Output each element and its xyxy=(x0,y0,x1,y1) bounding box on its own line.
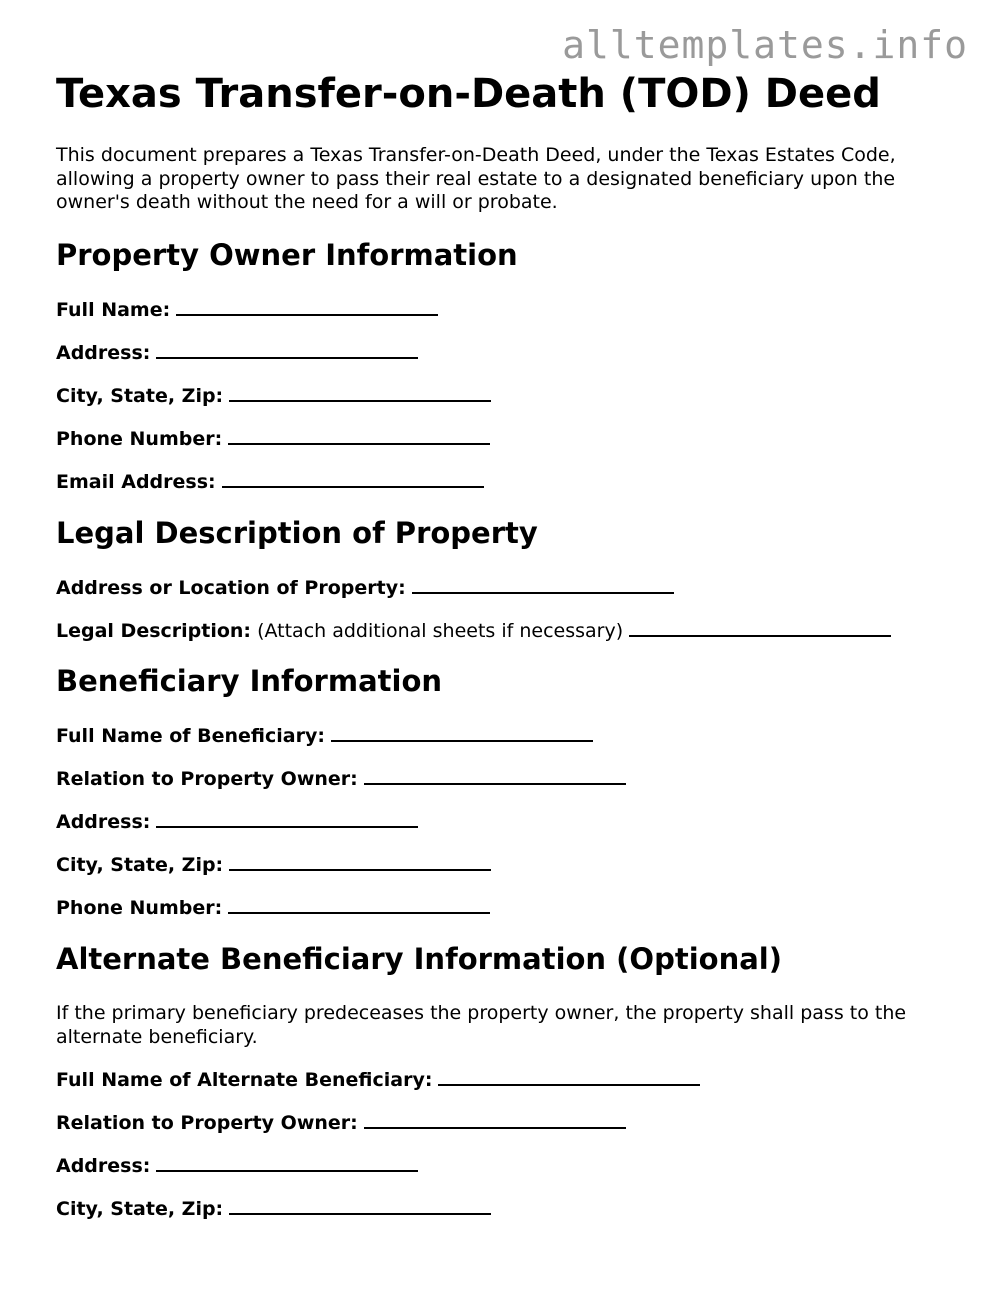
beneficiary-phone-blank[interactable] xyxy=(228,896,490,914)
alternate-city-state-zip-field xyxy=(56,1197,491,1221)
beneficiary-address-label: Address: xyxy=(56,811,151,833)
owner-full-name-label: Full Name: xyxy=(56,299,171,321)
beneficiary-full-name-blank[interactable] xyxy=(331,724,593,742)
owner-city-state-zip-field xyxy=(56,384,491,408)
owner-section-heading: Property Owner Information xyxy=(56,238,518,272)
owner-email-label: Email Address: xyxy=(56,471,216,493)
alternate-city-state-zip-blank[interactable] xyxy=(229,1197,491,1215)
owner-city-state-zip-label: City, State, Zip: xyxy=(56,385,224,407)
alternate-relation-field xyxy=(56,1111,626,1135)
beneficiary-relation-label: Relation to Property Owner: xyxy=(56,768,358,790)
legal-description-blank[interactable] xyxy=(629,619,891,637)
owner-phone-label: Phone Number: xyxy=(56,428,223,450)
beneficiary-full-name-label: Full Name of Beneficiary: xyxy=(56,725,325,747)
intro-paragraph: This document prepares a Texas Transfer-on-Death Deed, under the Texas Estates Code, allowing a property owner to pass their real estate to a designated beneficiary upon the owner's death without the need for a will or probate. xyxy=(56,144,896,213)
owner-email-blank[interactable] xyxy=(222,470,484,488)
legal-description-label: Legal Description: xyxy=(56,620,252,642)
beneficiary-city-state-zip-blank[interactable] xyxy=(229,853,491,871)
beneficiary-address-blank[interactable] xyxy=(156,810,418,828)
property-location-field xyxy=(56,576,674,600)
alternate-section-heading: Alternate Beneficiary Information (Optional) xyxy=(56,942,782,976)
watermark: alltemplates.info xyxy=(562,23,968,67)
alternate-full-name-field xyxy=(56,1068,700,1092)
owner-address-blank[interactable] xyxy=(156,341,418,359)
owner-full-name-field xyxy=(56,298,438,322)
alternate-full-name-blank[interactable] xyxy=(438,1068,700,1086)
beneficiary-address-field xyxy=(56,810,418,834)
beneficiary-phone-field xyxy=(56,896,490,920)
owner-phone-field xyxy=(56,427,490,451)
alternate-address-label: Address: xyxy=(56,1155,151,1177)
page-title: Texas Transfer-on-Death (TOD) Deed xyxy=(56,71,881,117)
beneficiary-relation-blank[interactable] xyxy=(364,767,626,785)
owner-city-state-zip-blank[interactable] xyxy=(229,384,491,402)
beneficiary-relation-field xyxy=(56,767,626,791)
legal-description-note: (Attach additional sheets if necessary) xyxy=(257,620,624,642)
alternate-full-name-label: Full Name of Alternate Beneficiary: xyxy=(56,1069,433,1091)
beneficiary-phone-label: Phone Number: xyxy=(56,897,223,919)
property-section-heading: Legal Description of Property xyxy=(56,516,538,550)
owner-email-field xyxy=(56,470,484,494)
alternate-address-field xyxy=(56,1154,418,1178)
alternate-relation-label: Relation to Property Owner: xyxy=(56,1112,358,1134)
property-location-label: Address or Location of Property: xyxy=(56,577,406,599)
owner-phone-blank[interactable] xyxy=(228,427,490,445)
alternate-relation-blank[interactable] xyxy=(364,1111,626,1129)
owner-address-label: Address: xyxy=(56,342,151,364)
beneficiary-full-name-field xyxy=(56,724,593,748)
owner-address-field xyxy=(56,341,418,365)
legal-description-field xyxy=(56,619,891,643)
property-location-blank[interactable] xyxy=(412,576,674,594)
alternate-intro-paragraph: If the primary beneficiary predeceases the property owner, the property shall pass to the alternate beneficiary. xyxy=(56,1002,907,1048)
alternate-address-blank[interactable] xyxy=(156,1154,418,1172)
owner-full-name-blank[interactable] xyxy=(176,298,438,316)
beneficiary-section-heading: Beneficiary Information xyxy=(56,664,443,698)
beneficiary-city-state-zip-field xyxy=(56,853,491,877)
beneficiary-city-state-zip-label: City, State, Zip: xyxy=(56,854,224,876)
alternate-city-state-zip-label: City, State, Zip: xyxy=(56,1198,224,1220)
